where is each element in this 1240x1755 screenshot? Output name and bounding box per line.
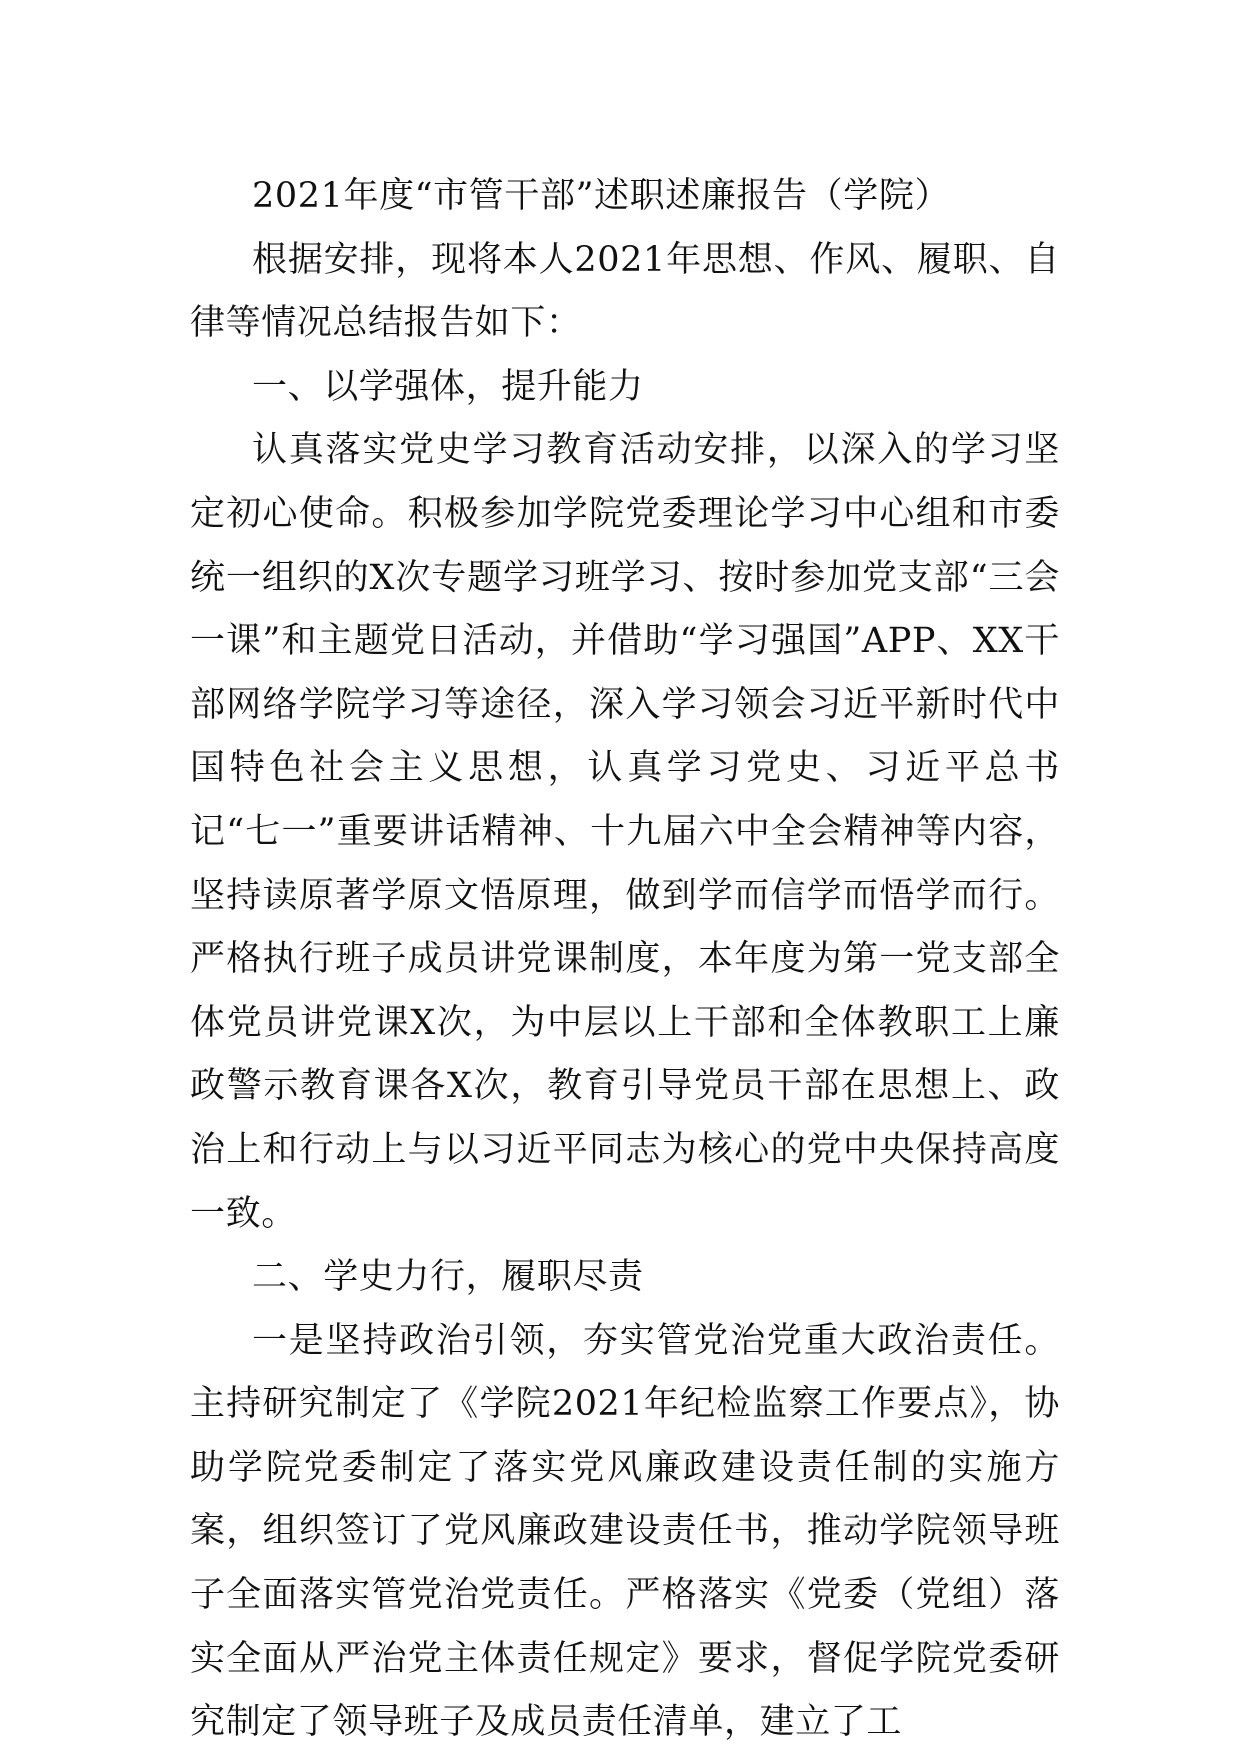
body-paragraph-1: 认真落实党史学习教育活动安排，以深入的学习坚定初心使命。积极参加学院党委理论学习中心组和市委统一组织的X次专题学习班学习、按时参加党支部“三会一课”和主题党日活动，并借助“学习强国”APP、XX干部网络学院学习等途径，深入学习领会习近平新时代中国特色社会主义思想，认真学习党史、习近平总书记“七一”重要讲话精神、十九届六中全会精神等内容，坚持读原著学原文悟原理，做到学而信学而悟学而行。严格执行班子成员讲党课制度，本年度为第一党支部全体党员讲党课X次，为中层以上干部和全体教职工上廉政警示教育课各X次，教育引导党员干部在思想上、政治上和行动上与以习近平同志为核心的党中央保持高度一致。 <box>190 430 1060 1234</box>
section-heading-2: 二、学史力行，履职尽责 <box>252 1257 644 1298</box>
document-body <box>190 165 1060 1755</box>
body-paragraph-2: 一是坚持政治引领，夯实管党治党重大政治责任。主持研究制定了《学院2021年纪检监察工作要点》，协助学院党委制定了落实党风廉政建设责任制的实施方案，组织签订了党风廉政建设责任书，推动学院领导班子全面落实管党治党责任。严格落实《党委（党组）落实全面从严治党主体责任规定》要求，督促学院党委研究制定了领导班子及成员责任清单，建立了工 <box>190 1320 1060 1743</box>
intro-paragraph: 根据安排，现将本人2021年思想、作风、履职、自律等情况总结报告如下： <box>190 239 1060 344</box>
document-title: 2021年度“市管干部”述职述廉报告（学院） <box>252 176 951 216</box>
section-heading-1: 一、以学强体，提升能力 <box>252 366 644 407</box>
